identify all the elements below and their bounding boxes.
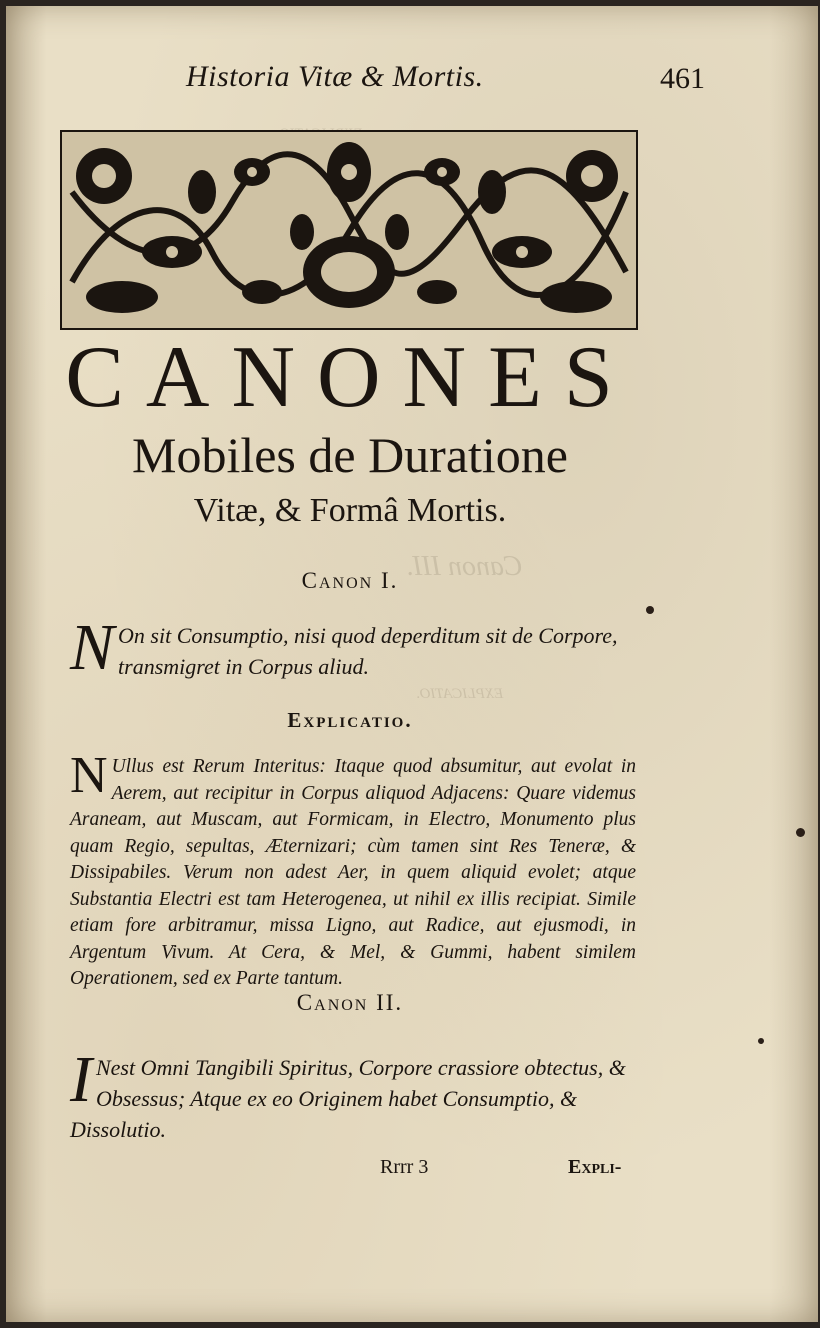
explicatio-dropcap: N (70, 747, 108, 804)
canon-1-dropcap: N (70, 611, 115, 684)
page-number: 461 (660, 62, 705, 95)
ink-spot (646, 606, 654, 614)
main-title: CANONES (65, 329, 635, 426)
ink-spot (758, 1038, 764, 1044)
show-through-text: Canon III. (406, 551, 523, 582)
explicatio-text: Ullus est Rerum Interitus: Itaque quod absumitur, aut evolat in Aerem, aut recipitur in Corpus aliquod Adjacens: Quare videmus Araneam, aut Muscam, aut Formicam, in Electro, Monumento plus quam Regio, sepultas, Æternizari; cùm tamen sint Res Teneræ, & Dissipabiles. Verum non adest Aer, in quem aliquid evolet; atque Substantia Electri est tam Heterogenea, ut nihil ex illis recipiat. Simile etiam fore arbitramur, missa Ligno, aut Radice, aut ejusmodi, in Argentum Vivum. At Cera, & Mel, & Gummi, habent similem Operationem, sed ex Parte tantum. (70, 756, 636, 989)
catchword: Expli- (568, 1156, 622, 1178)
subtitle-line-1: Mobiles de Duratione (131, 427, 568, 483)
explicatio-text-block (70, 747, 636, 993)
canon-2-heading: Canon II. (296, 990, 404, 1015)
show-through-text: EXPLICATIO. (416, 686, 504, 702)
canon-2-text: Nest Omni Tangibili Spiritus, Corpore crassiore obtectus, & Obsessus; Atque ex eo Originem habet Consumptio, & Dissolutio. (70, 1055, 626, 1142)
book-page (6, 6, 818, 1322)
floral-ornament-icon (62, 132, 636, 328)
subtitle-line-2: Vitæ, & Formâ Mortis. (193, 492, 507, 529)
signature-mark: Rrrr 3 (380, 1156, 429, 1178)
woodcut-headpiece (60, 130, 638, 330)
canon-1-heading: Canon I. (301, 568, 399, 593)
canon-2-dropcap: I (70, 1043, 92, 1116)
canon-1-text: On sit Consumptio, nisi quod deperditum sit de Corpore, transmigret in Corpus aliud. (118, 623, 618, 679)
ink-spot (796, 828, 805, 837)
canon-2-text-block (70, 1043, 640, 1145)
running-head: Historia Vitæ & Mortis. (186, 60, 484, 93)
explicatio-heading: Explicatio. (287, 708, 413, 732)
canon-1-text-block (70, 611, 640, 684)
